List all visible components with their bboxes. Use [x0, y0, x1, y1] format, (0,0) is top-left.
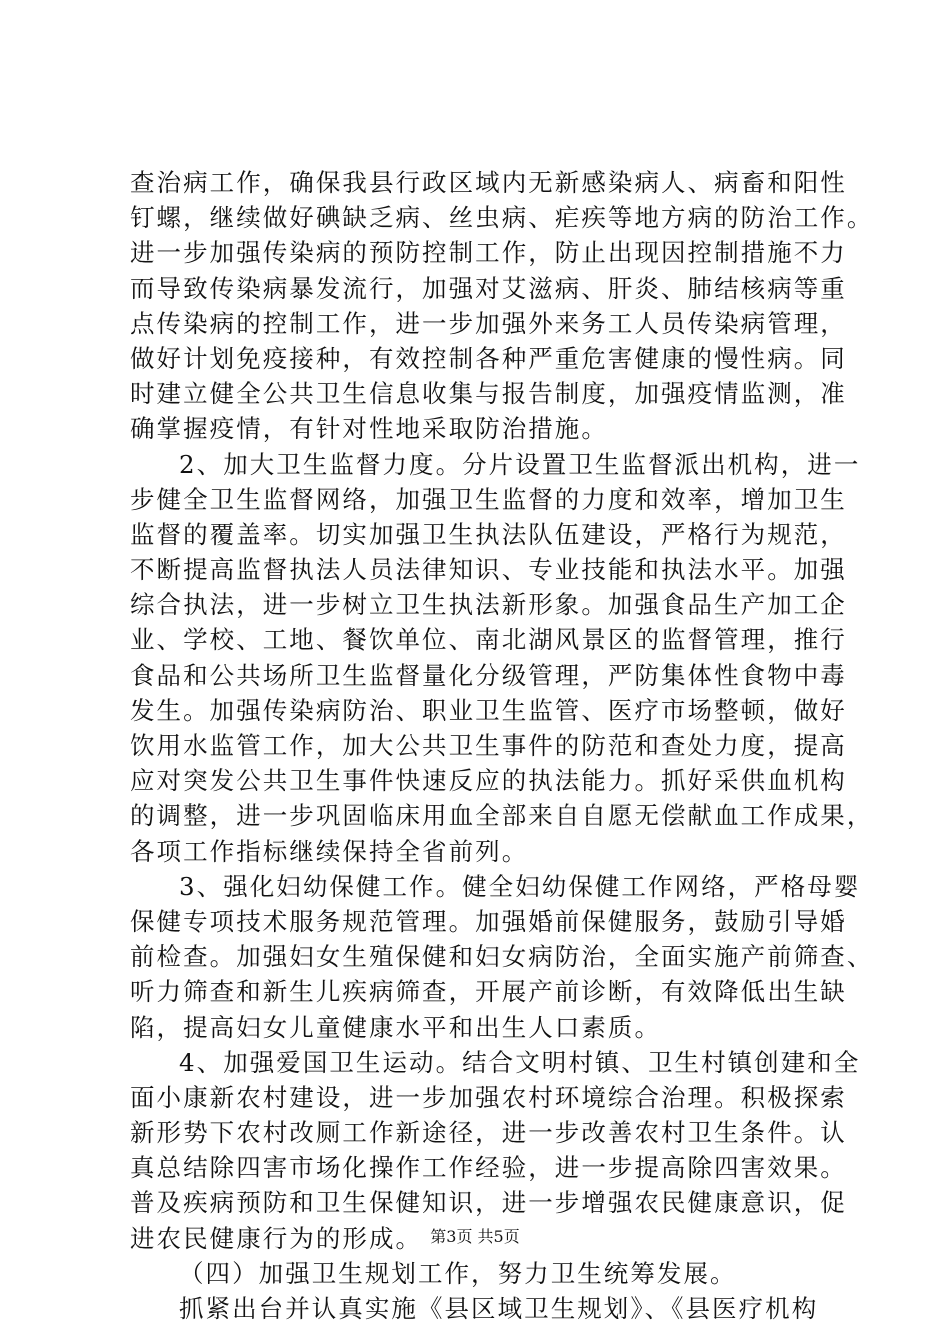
text-line: 保健专项技术服务规范管理。加强婚前保健服务，鼓励引导婚	[130, 906, 847, 936]
page-footer: 第3页 共5页	[430, 1227, 520, 1246]
text-line: 进农民健康行为的形成。	[130, 1223, 423, 1253]
paragraph-first-line: 抓紧出台并认真实施《县区域卫生规划》、《县医疗机构	[179, 1294, 819, 1323]
text-line: 进一步加强传染病的预防控制工作，防止出现因控制措施不力	[130, 238, 847, 268]
text-line: 步健全卫生监督网络，加强卫生监督的力度和效率，增加卫生	[130, 484, 847, 514]
text-line: 新形势下农村改厕工作新途径，进一步改善农村卫生条件。认	[130, 1118, 847, 1148]
text-line: 监督的覆盖率。切实加强卫生执法队伍建设，严格行为规范，	[130, 519, 847, 549]
text-line: 听力筛查和新生儿疾病筛查，开展产前诊断，有效降低出生缺	[130, 977, 847, 1007]
text-line: 真总结除四害市场化操作工作经验，进一步提高除四害效果。	[130, 1153, 847, 1183]
text-line: 不断提高监督执法人员法律知识、专业技能和执法水平。加强	[130, 555, 847, 585]
text-line: 食品和公共场所卫生监督量化分级管理，严防集体性食物中毒	[130, 660, 847, 690]
text-line: 确掌握疫情，有针对性地采取防治措施。	[130, 414, 608, 444]
text-line: 综合执法，进一步树立卫生执法新形象。加强食品生产加工企	[130, 590, 847, 620]
text-line: 的调整，进一步巩固临床用血全部来自自愿无偿献血工作成果，	[130, 801, 874, 831]
text-line: 做好计划免疫接种，有效控制各种严重危害健康的慢性病。同	[130, 343, 847, 373]
paragraph-first-line: 3、强化妇幼保健工作。健全妇幼保健工作网络，严格母婴	[179, 871, 861, 901]
paragraph-first-line: （四）加强卫生规划工作，努力卫生统筹发展。	[179, 1258, 737, 1288]
text-line: 业、学校、工地、餐饮单位、南北湖风景区的监督管理，推行	[130, 625, 847, 655]
document-body	[130, 165, 874, 1326]
text-line: 钉螺，继续做好碘缺乏病、丝虫病、疟疾等地方病的防治工作。	[130, 203, 874, 233]
text-line: 查治病工作，确保我县行政区域内无新感染病人、病畜和阳性	[130, 168, 847, 197]
paragraph-first-line: 2、加大卫生监督力度。分片设置卫生监督派出机构，进一	[179, 449, 861, 479]
text-line: 各项工作指标继续保持全省前列。	[130, 836, 529, 866]
text-line: 应对突发公共卫生事件快速反应的执法能力。抓好采供血机构	[130, 766, 847, 796]
text-line: 点传染病的控制工作，进一步加强外来务工人员传染病管理，	[130, 308, 847, 338]
text-line: 普及疾病预防和卫生保健知识，进一步增强农民健康意识，促	[130, 1188, 847, 1218]
text-line: 发生。加强传染病防治、职业卫生监管、医疗市场整顿，做好	[130, 695, 847, 725]
text-line: 时建立健全公共卫生信息收集与报告制度，加强疫情监测，准	[130, 379, 847, 409]
text-line: 饮用水监管工作，加大公共卫生事件的防范和查处力度，提高	[130, 731, 847, 760]
text-line: 前检查。加强妇女生殖保健和妇女病防治，全面实施产前筛查、	[130, 942, 874, 972]
text-line: 面小康新农村建设，进一步加强农村环境综合治理。积极探索	[130, 1082, 847, 1112]
text-line: 而导致传染病暴发流行，加强对艾滋病、肝炎、肺结核病等重	[130, 273, 847, 303]
text-line: 陷，提高妇女儿童健康水平和出生人口素质。	[130, 1012, 661, 1042]
paragraph-first-line: 4、加强爱国卫生运动。结合文明村镇、卫生村镇创建和全	[179, 1047, 861, 1077]
